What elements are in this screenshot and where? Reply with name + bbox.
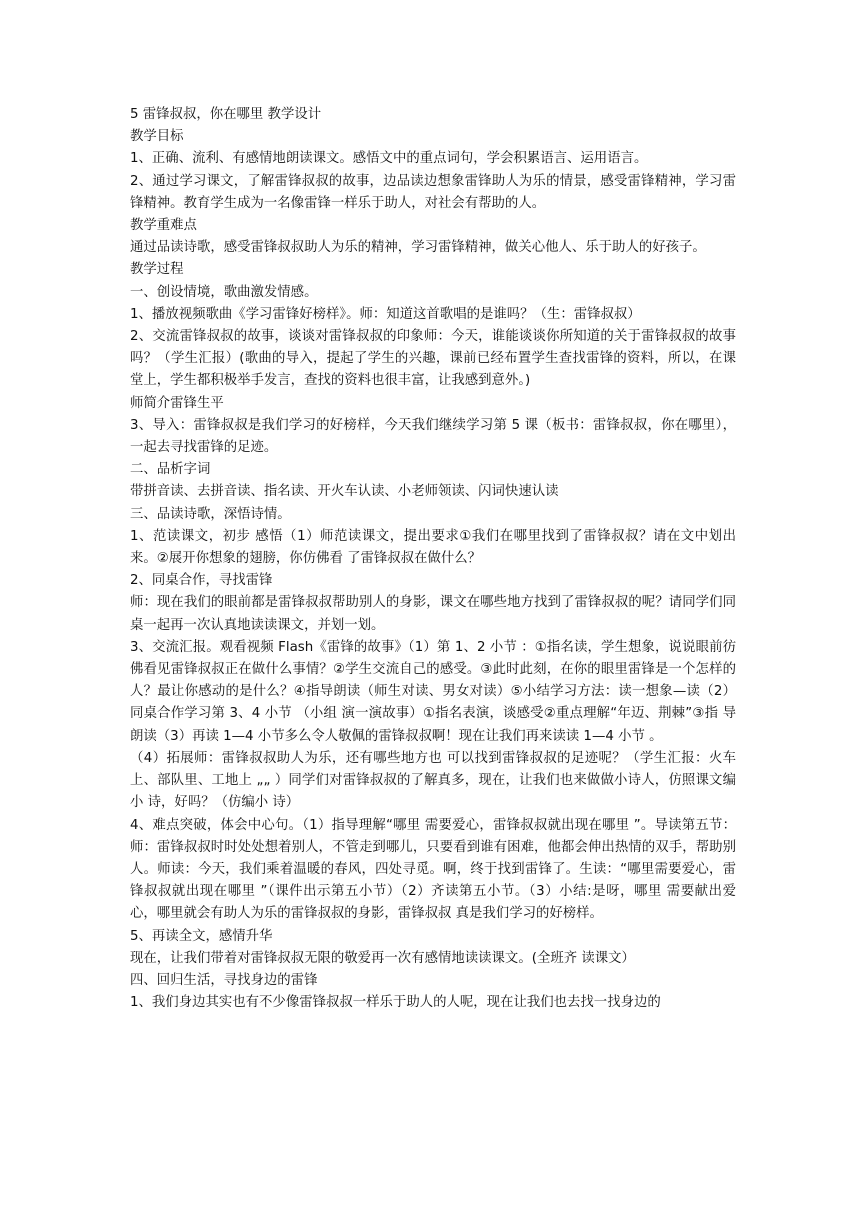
paragraph: 2、同桌合作，寻找雷锋	[130, 573, 273, 589]
paragraph: 1、正确、流利、有感情地朗读课文。感悟文中的重点词句，学会积累语言、运用语言。	[130, 151, 648, 167]
paragraph: 师：现在我们的眼前都是雷锋叔叔帮助别人的身影，课文在哪些地方找到了雷锋叔叔的呢？请同学们同桌一起再一次认真地读读课文，并划一划。	[130, 595, 736, 633]
paragraph: 3、导入：雷锋叔叔是我们学习的好榜样，今天我们继续学习第 5 课（板书：雷锋叔叔，你在哪里），一起去寻找雷锋的足迹。	[130, 417, 736, 456]
paragraph: 1、范读课文，初步 感悟（1）师范读课文，提出要求①我们在哪里找到了雷锋叔叔？请在文中划出来。②展开你想象的翅膀，你仿佛看 了雷锋叔叔在做什么？	[130, 528, 736, 567]
paragraph: 4、难点突破，体会中心句。（1）指导理解“哪里 需要爱心，雷锋叔叔就出现在哪里 ”。导读第五节：师：雷锋叔叔时时处处想着别人，不管走到哪儿，只要看到谁有困难，他都会伸出热情的双手，帮助别人。师读：今天，我们乘着温暖的春风，四处寻觅。啊，终于找到雷锋了。生读：“哪里需要爱心，雷锋叔叔就出现在哪里 ”（课件出示第五小节）（2）齐读第五小节。（3）小结:是呀，哪里 需要献出爱心，哪里就会有助人为乐的雷锋叔叔的身影，雷锋叔叔 真是我们学习的好榜样。	[130, 817, 736, 922]
paragraph: 现在，让我们带着对雷锋叔叔无限的敬爱再一次有感情地读读课文。(全班齐 读课文）	[130, 950, 635, 966]
paragraph: 2、交流雷锋叔叔的故事，谈谈对雷锋叔叔的印象师：今天，谁能谈谈你所知道的关于雷锋叔叔的故事吗？（学生汇报）(歌曲的导入，提起了学生的兴趣，课前已经布置学生查找雷锋的资料，所以，在课堂上，学生都积极举手发言，查找的资料也很丰富，让我感到意外。)	[130, 329, 736, 389]
subheading: 二、品析字词	[130, 462, 211, 478]
paragraph: 1、播放视频歌曲《学习雷锋好榜样》。师：知道这首歌唱的是谁吗？（生：雷锋叔叔）	[130, 306, 641, 322]
paragraph: 2、通过学习课文，了解雷锋叔叔的故事，边品读边想象雷锋助人为乐的情景，感受雷锋精神，学习雷锋精神。教育学生成为一名像雷锋一样乐于助人，对社会有帮助的人。	[130, 173, 736, 211]
paragraph: 3、交流汇报。观看视频 Flash《雷锋的故事》（1）第 1、2 小节 ：①指名读，学生想象，说说眼前彷佛看见雷锋叔叔正在做什么事情？②学生交流自己的感受。③此时此刻，在你的眼里雷锋是一个怎样的人？最让你感动的是什么？④指导朗读（师生对读、男女对读）⑤小结学习方法：读一想象—读（2）同桌合作学习第 3、4 小节 （小组 演一演故事）①指名表演，谈感受②重点理解“年迈、荆棘”③指 导朗读（3）再读 1—4 小节多么令人敬佩的雷锋叔叔啊！现在让我们再来读读 1—4 小节 。	[130, 639, 736, 744]
document-title: 5 雷锋叔叔，你在哪里 教学设计	[130, 107, 322, 122]
section-heading-goals: 教学目标	[130, 129, 184, 145]
paragraph: 通过品读诗歌，感受雷锋叔叔助人为乐的精神，学习雷锋精神，做关心他人、乐于助人的好孩子。	[130, 240, 706, 256]
paragraph: 师简介雷锋生平	[130, 395, 224, 411]
paragraph: 1、我们身边其实也有不少像雷锋叔叔一样乐于助人的人呢，现在让我们也去找一找身边的	[130, 995, 661, 1011]
subheading: 四、回归生活，寻找身边的雷锋	[130, 972, 318, 988]
section-heading-key-points: 教学重难点	[130, 218, 197, 234]
paragraph: 带拼音读、去拼音读、指名读、开火车认读、小老师领读、闪词快速认读	[130, 484, 559, 500]
subheading: 三、品读诗歌，深悟诗情。	[130, 506, 291, 522]
subheading: 一、创设情境，歌曲激发情感。	[130, 284, 318, 300]
document-page	[130, 104, 736, 1014]
paragraph: （4）拓展师：雷锋叔叔助人为乐，还有哪些地方也 可以找到雷锋叔叔的足迹呢？（学生汇报：火车上、部队里、工地上 „„ ）同学们对雷锋叔叔的了解真多，现在，让我们也来做做小诗人，仿照课文编小 诗，好吗？（仿编小 诗）	[130, 750, 736, 811]
paragraph: 5、再读全文，感情升华	[130, 928, 273, 944]
section-heading-process: 教学过程	[130, 262, 184, 278]
